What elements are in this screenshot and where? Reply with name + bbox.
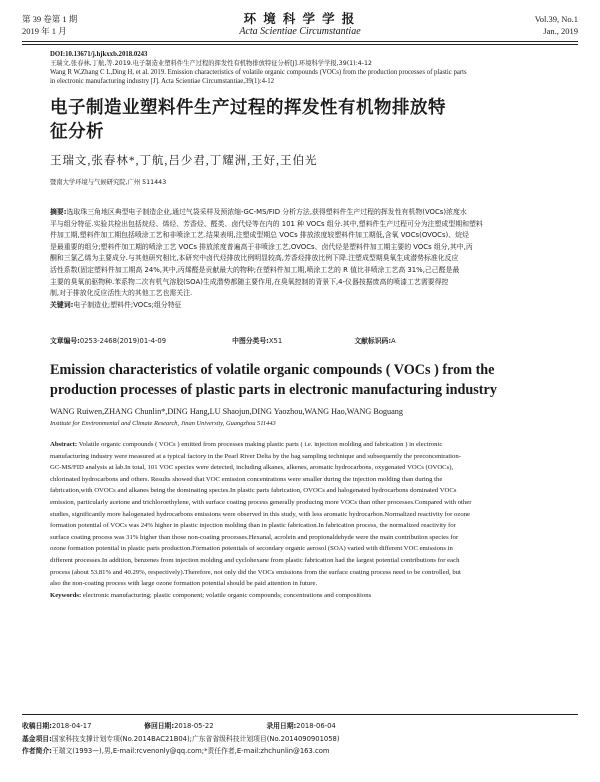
- authors-cn: 王瑞文,张春林*,丁航,吕少君,丁耀洲,王好,王伯光: [50, 155, 318, 167]
- journal-title-cn: 环 境 科 学 学 报: [243, 12, 357, 26]
- header-right: [535, 13, 578, 37]
- abstract-en-line: fabrication,with OVOCs and alkanes being the dominating species.In plastic parts fabrication, OVOCs and halogenated hydrocarbons dominated VOCs: [50, 487, 457, 495]
- title-en: [50, 360, 565, 400]
- citation-en-line1: Wang R W,Zhang C L,Ding H, et al. 2019. Emission characteristics of volatile organic compounds (VOCs) from the production processes of plastic parts: [50, 69, 467, 76]
- title-cn-line2: 征分析: [50, 122, 104, 142]
- abstract-cn-line: 主要的臭氧前驱物种.苯系物二次有机气溶胶(SOA)生成潜势都随主要作用,在臭氧控制的背景下,4-仪器按据废高的喷漆工艺需要得控: [50, 277, 449, 286]
- keywords-en: [50, 590, 554, 602]
- abstract-cn-line: 是最重要的组分;塑料件加工期的喷涂工艺 VOCs 排放浓度普遍高于非喷涂工艺,OVOCs、卤代烃是塑料件加工期主要的 VOCs 组分,其中,丙: [50, 242, 473, 251]
- clc-number: X51: [268, 337, 283, 345]
- footer-dates: [22, 720, 578, 733]
- abstract-cn-line: 活性系数(固定塑料件加工期高 24%,其中,丙烯醛是贡献最大的物种;在塑料件加工期,喷涂工艺的 R 值比非喷涂工艺高 31%,己己醛是最: [50, 265, 460, 274]
- author-text: 王瑞文(1993—),男,E-mail:rcvenonly@qq.com;*责任作者,E-mail:zhchunlin@163.com: [51, 747, 330, 755]
- abstract-en-line: Volatile organic compounds ( VOCs ) emitted from processes making plastic parts ( i.e. injection molding and fabrication ) in electronic: [78, 441, 443, 448]
- affiliation-en: Institute for Environmental and Climate Research, Jinan University, Guangzhou 511443: [50, 420, 276, 427]
- abstract-en-line: ozone formation potential in plastic parts production.Formation potentials of secondary organic aerosol (SOA) varied with different VOC emissions in: [50, 545, 453, 553]
- revised-date: 2018-05-22: [174, 722, 214, 730]
- citation-cn: 王瑞文,张春林,丁航,等.2019.电子制造业塑料件生产过程的挥发性有机物排放特征分析[J].环境科学学报,39(1):4-12: [50, 60, 373, 67]
- abstract-en-line: formation potential of VOCs was 24% higher in plastic injection molding than in plastic fabrication.In fabrication process, the normalized reactivity for: [50, 522, 456, 530]
- received-label: 收稿日期:: [22, 722, 52, 730]
- keywords-cn-label: 关键词:: [50, 300, 74, 309]
- clc-label: 中图分类号:: [232, 337, 269, 345]
- abstract-en-line: process (about 53.81% and 40.29%, respectively).Therefore, not only did the VOCs emissions from the surface coating process need to be controlled, but: [50, 568, 461, 576]
- keywords-en-label: Keywords:: [50, 591, 82, 599]
- author-note: [22, 745, 578, 758]
- doc-code-label: 文献标识码:: [354, 337, 392, 345]
- author-label: 作者简介:: [22, 747, 52, 755]
- title-en-line2: production processes of plastic parts in electronic manufacturing industry: [50, 382, 497, 398]
- citation-block: [50, 50, 570, 86]
- header-rule-bottom: [22, 44, 578, 45]
- keywords-en-text: electronic manufacturing; plastic component; volatile organic compounds; concentrations and compositions: [82, 591, 372, 599]
- volume-issue-cn: 第 39 卷第 1 期: [22, 14, 78, 24]
- keywords-cn-text: 电子制造业;塑料件;VOCs;组分特征: [73, 300, 182, 309]
- abstract-cn-line: 酮和三氯乙烯为主要成分.与其他研究相比,本研究中卤代烃排放比例明显较高,芳香烃排放比例下降.注塑成型期臭氧生成潜势标准化反应: [50, 254, 459, 263]
- abstract-en-line: studies, significantly more halogenated hydrocarbons emissions were observed in this study, with less aromatic hydrocarbon.Normalized reactivity for ozone: [50, 510, 471, 518]
- footer-notes: [22, 720, 578, 758]
- abstract-en-label: Abstract:: [50, 441, 78, 448]
- abstract-en-line: GC-MS/FID analysis at lab.In total, 101 VOC species were detected, including alkanes, alkenes, aromatic hydrocarbons, oxygenated VOCs (OVOCs),: [50, 464, 454, 472]
- abstract-en: [50, 439, 554, 601]
- abstract-cn-line: 件加工期,塑料件加工期包括喷涂工艺和非喷涂工艺.结果表明,注塑成型期总 VOCs 排放浓度较塑料件加工期低,含氧 VOCs(OVOCs)、烷烃: [50, 231, 469, 240]
- accepted-date: 2018-06-04: [296, 722, 336, 730]
- authors-en: WANG Ruiwen,ZHANG Chunlin*,DING Hang,LU Shaojun,DING Yaozhou,WANG Hao,WANG Boguang: [50, 407, 403, 416]
- article-no-label: 文章编号:: [50, 337, 80, 345]
- abstract-en-line: different processes.In addition, benzenes from injection molding and cyclohexane from plastic fabrication had the largest potential contributions for each: [50, 556, 460, 564]
- article-no: 0253-2468(2019)01-4-09: [79, 337, 167, 345]
- abstract-en-line: manufacturing industry were measured at a typical factory in the Pearl River Delta by the bag sampling technique and subsequently the preconcentration-: [50, 452, 461, 460]
- abstract-en-line: emission, particularly acetone and trichloroethylene, with surface coating process generally producing more VOCs than other processes.Compared with other: [50, 498, 472, 506]
- keywords-cn: [50, 300, 554, 312]
- footer-rule: [22, 714, 578, 715]
- fund-note: [22, 733, 578, 746]
- abstract-cn-label: 摘要:: [50, 208, 67, 216]
- title-cn: [50, 96, 580, 144]
- citation-en-line2: in electronic manufacturing industry [J]. Acta Scientiae Circumstantiae,39(1):4-12: [50, 78, 275, 85]
- journal-title-en: Acta Scientiae Circumstantiae: [239, 26, 361, 37]
- fund-label: 基金项目:: [22, 734, 52, 743]
- accepted-label: 录用日期:: [266, 722, 297, 730]
- header-rule-top: [22, 41, 578, 42]
- abstract-cn-line: 选取珠三角地区典型电子制造企业,通过气袋采样及预浓缩-GC-MS/FID 分析方法,获得塑料件生产过程的挥发性有机物(VOCs)浓度水: [66, 208, 467, 216]
- received-date: 2018-04-17: [51, 722, 92, 730]
- doi[interactable]: DOI:10.13671/j.hjkxxb.2018.0243: [50, 51, 148, 58]
- abstract-cn-line: 制,对于排放化反应活性大的其他工艺也需关注.: [50, 289, 193, 298]
- title-cn-line1: 电子制造业塑料件生产过程的挥发性有机物排放特: [50, 98, 446, 118]
- abstract-en-line: chlorinated hydrocarbons and others. Results showed that VOC emission concentrations were smaller during the injection molding than during the: [50, 475, 443, 483]
- title-en-line1: Emission characteristics of volatile organic compounds ( VOCs ) from the: [50, 362, 495, 378]
- revised-label: 修回日期:: [144, 722, 175, 730]
- affiliation-cn: 暨南大学环境与气候研究院,广州 511443: [50, 179, 167, 186]
- abstract-en-line: also the non-coating process with large ozone formation potential should be paid attention in future.: [50, 580, 318, 588]
- fund-text: 国家科技支撑计划专项(No.2014BAC21B04);广东省省级科技计划项目(No.2014090901058): [51, 734, 340, 743]
- abstract-en-line: surface coating process was 31% higher than those non-coating processes.Hexanal, acrolein and propionaldehyde were the main contribution species for: [50, 533, 459, 541]
- abstract-cn-line: 平与组分特征.实验共检出包括烷烃、烯烃、芳香烃、醛类、卤代烃等在内的 101 种 VOCs 组分.其中,塑料件生产过程可分为注塑成型期和塑料: [50, 219, 483, 228]
- abstract-cn: [50, 207, 554, 311]
- article-meta: [50, 335, 570, 345]
- date-en: Jan., 2019: [543, 26, 578, 36]
- doc-code: A: [391, 337, 396, 345]
- volume-issue-en: Vol.39, No.1: [534, 14, 578, 24]
- date-cn: 2019 年 1 月: [22, 26, 67, 36]
